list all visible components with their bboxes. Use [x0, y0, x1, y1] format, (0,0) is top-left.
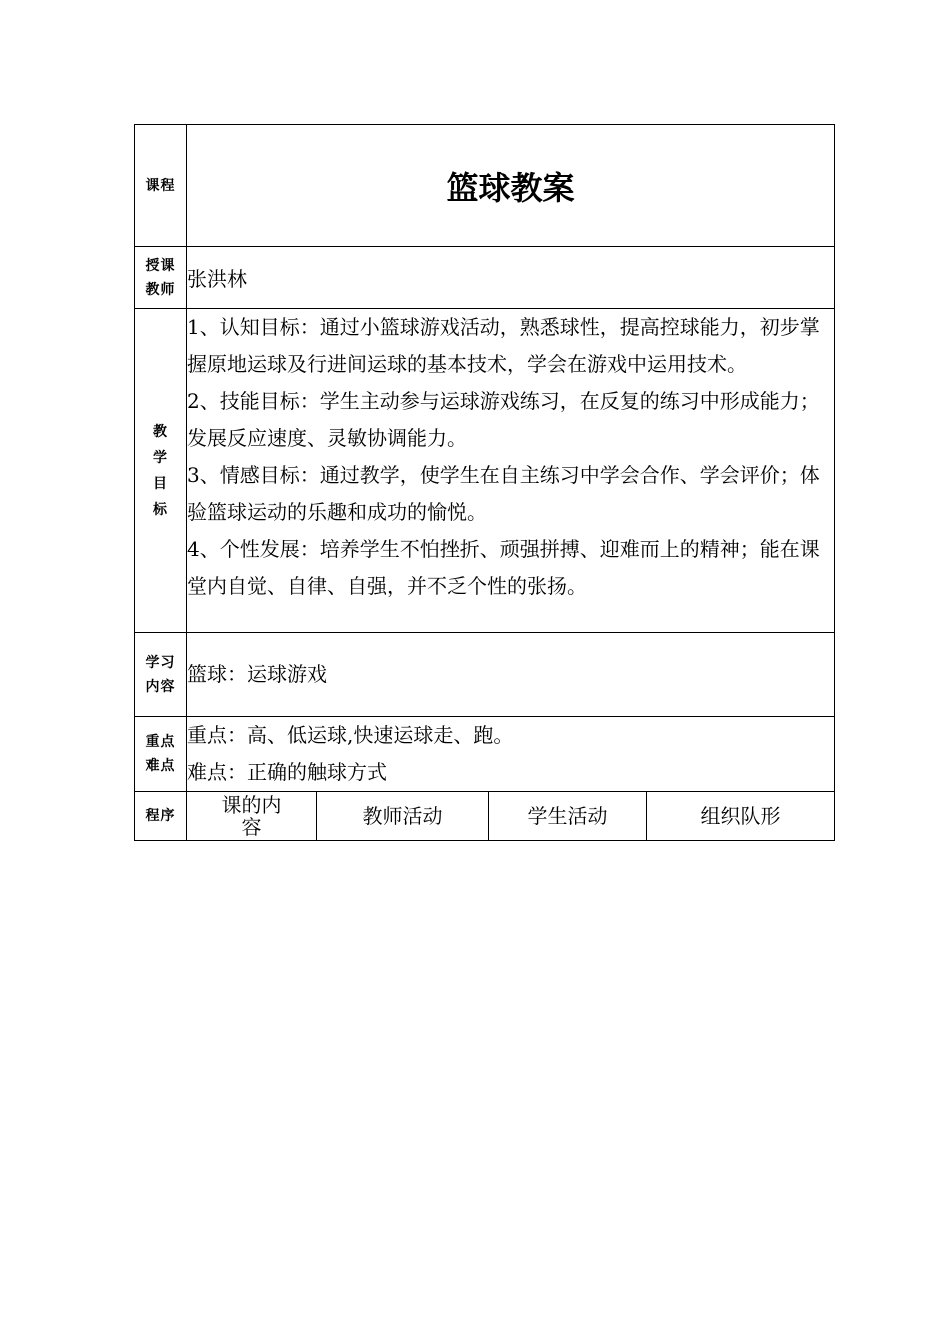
objectives-row [135, 309, 835, 633]
course-row [135, 125, 835, 247]
teacher-label [135, 247, 187, 309]
objectives-content [187, 309, 835, 633]
schedule-header-row [135, 792, 835, 841]
formation-header: 组织队形 [647, 792, 835, 841]
teacher-label-line1: 授课 [145, 257, 176, 274]
teacher-row [135, 247, 835, 309]
lesson-content-header-line1: 课的内 [221, 793, 282, 817]
objective-personality: 4、个性发展：培养学生不怕挫折、顽强拼搏、迎难而上的精神；能在课堂内自觉、自律、自强，并不乏个性的张扬。 [187, 537, 820, 598]
learning-content-row [135, 633, 835, 717]
focus-label-line1: 重点 [145, 734, 176, 750]
course-label: 课程 [135, 125, 187, 247]
objectives-label-char: 标 [153, 501, 168, 518]
focus-label [135, 717, 187, 792]
teacher-name: 张洪林 [187, 247, 835, 309]
objectives-label [135, 309, 187, 633]
learning-content-label-line2: 内容 [145, 678, 176, 695]
focus-row [135, 717, 835, 792]
key-point-text: 重点：高、低运球,快速运球走、跑。 [187, 723, 514, 747]
learning-content-text: 篮球：运球游戏 [187, 633, 835, 717]
lesson-plan-table [134, 124, 835, 841]
lesson-content-header-line2: 容 [241, 815, 262, 839]
objective-cognitive: 1、认知目标：通过小篮球游戏活动，熟悉球性，提高控球能力，初步掌握原地运球及行进间运球的基本技术，学会在游戏中运用技术。 [187, 315, 820, 376]
focus-content [187, 717, 835, 792]
objectives-label-char: 教 [153, 423, 168, 440]
lesson-content-header [187, 792, 317, 841]
sequence-header: 程序 [135, 792, 187, 841]
document-title: 篮球教案 [187, 125, 835, 247]
focus-label-line2: 难点 [145, 758, 176, 774]
objectives-label-char: 目 [153, 475, 168, 492]
objective-skill: 2、技能目标：学生主动参与运球游戏练习，在反复的练习中形成能力；发展反应速度、灵敏协调能力。 [187, 389, 820, 450]
teacher-activity-header: 教师活动 [317, 792, 489, 841]
difficulty-text: 难点：正确的触球方式 [187, 760, 387, 784]
teacher-label-line2: 教师 [145, 281, 176, 298]
learning-content-label [135, 633, 187, 717]
objective-affective: 3、情感目标：通过教学，使学生在自主练习中学会合作、学会评价；体验篮球运动的乐趣和成功的愉悦。 [187, 463, 820, 524]
learning-content-label-line1: 学习 [145, 654, 176, 671]
objectives-label-char: 学 [153, 449, 168, 466]
student-activity-header: 学生活动 [489, 792, 647, 841]
